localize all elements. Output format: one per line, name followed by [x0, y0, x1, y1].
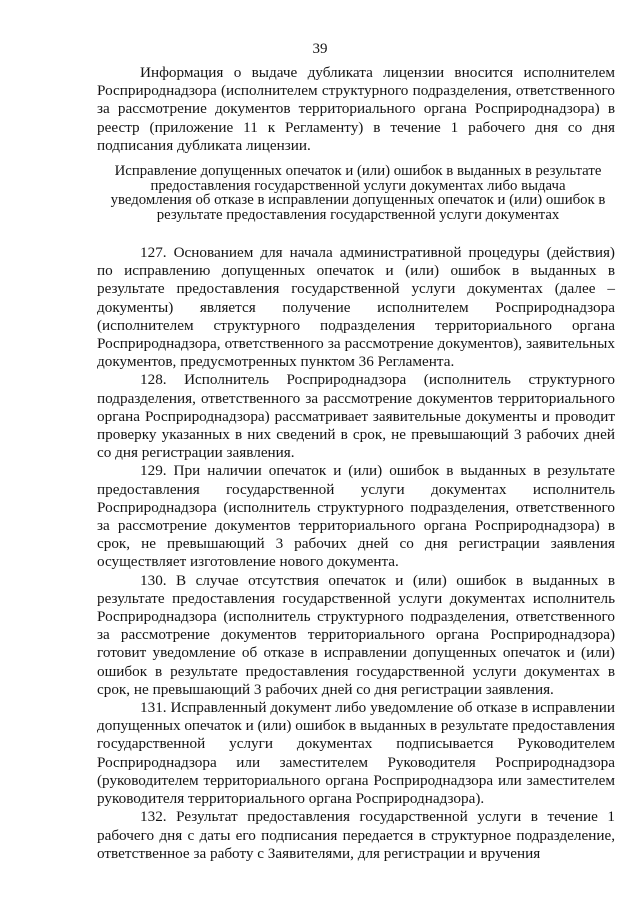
paragraph-127: 127. Основанием для начала административной процедуры (действия) по исправлению допущенных опечаток и (или) ошибок в выданных в результате предоставления государственной услуги документах (далее – документы) является получение исполнителем Росприроднадзора (исполнителем структурного подразделения территориального органа Росприроднадзора, ответственного за рассмотрение документов), заявительных документов, предусмотренных пунктом 36 Регламента.	[97, 244, 615, 371]
page-number: 39	[312, 41, 328, 57]
paragraph-132: 132. Результат предоставления государственной услуги в течение 1 рабочего дня с даты его подписания передается в структурное подразделение, ответственное за работу с Заявителями, для регистрации и вручения	[97, 808, 615, 862]
paragraph-131: 131. Исправленный документ либо уведомление об отказе в исправлении допущенных опечаток и (или) ошибок в выданных в результате предоставления государственной услуги документах подписывается Руководителем Росприроднадзора или заместителем Руководителя Росприроднадзора (руководителем территориального органа Росприроднадзора или заместителем руководителя территориального органа Росприроднадзора).	[97, 699, 616, 808]
section-heading: Исправление допущенных опечаток и (или) ошибок в выданных в результате предоставления государственной услуги документах либо выдача уведомления об отказе в исправлении допущенных опечаток и (или) ошибок в результате предоставления государственной услуги документах	[110, 163, 606, 223]
sections-block	[97, 244, 615, 863]
paragraph-128: 128. Исполнитель Росприроднадзора (исполнитель структурного подразделения, ответственного за рассмотрение документов территориального органа Росприроднадзора) рассматривает заявительные документы и проводит проверку указанных в них сведений в срок, не превышающий 3 рабочих дней со дня регистрации заявления.	[97, 371, 615, 462]
intro-paragraph: Информация о выдаче дубликата лицензии вносится исполнителем Росприроднадзора (исполнителем структурного подразделения, ответственного за рассмотрение документов территориального органа Росприроднадзора) в реестр (приложение 11 к Регламенту) в течение 1 рабочего дня со дня подписания дубликата лицензии.	[97, 64, 615, 154]
paragraph-130: 130. В случае отсутствия опечаток и (или) ошибок в выданных в результате предоставления государственной услуги документах исполнитель Росприроднадзора (исполнитель структурного подразделения, ответственного за рассмотрение документов территориального органа Росприроднадзора) готовит уведомление об отказе в исправлении допущенных опечаток и (или) ошибок в результате предоставления государственной услуги документах в срок, не превышающий 3 рабочих дней со дня регистрации заявления.	[97, 571, 615, 698]
paragraph-129: 129. При наличии опечаток и (или) ошибок в выданных в результате предоставления государственной услуги документах исполнитель Росприроднадзора (исполнитель структурного подразделения, ответственного за рассмотрение документов территориального органа Росприроднадзора) в срок, не превышающий 3 рабочих дней со дня регистрации заявления осуществляет изготовление нового документа.	[97, 462, 615, 571]
intro-block	[97, 64, 615, 155]
